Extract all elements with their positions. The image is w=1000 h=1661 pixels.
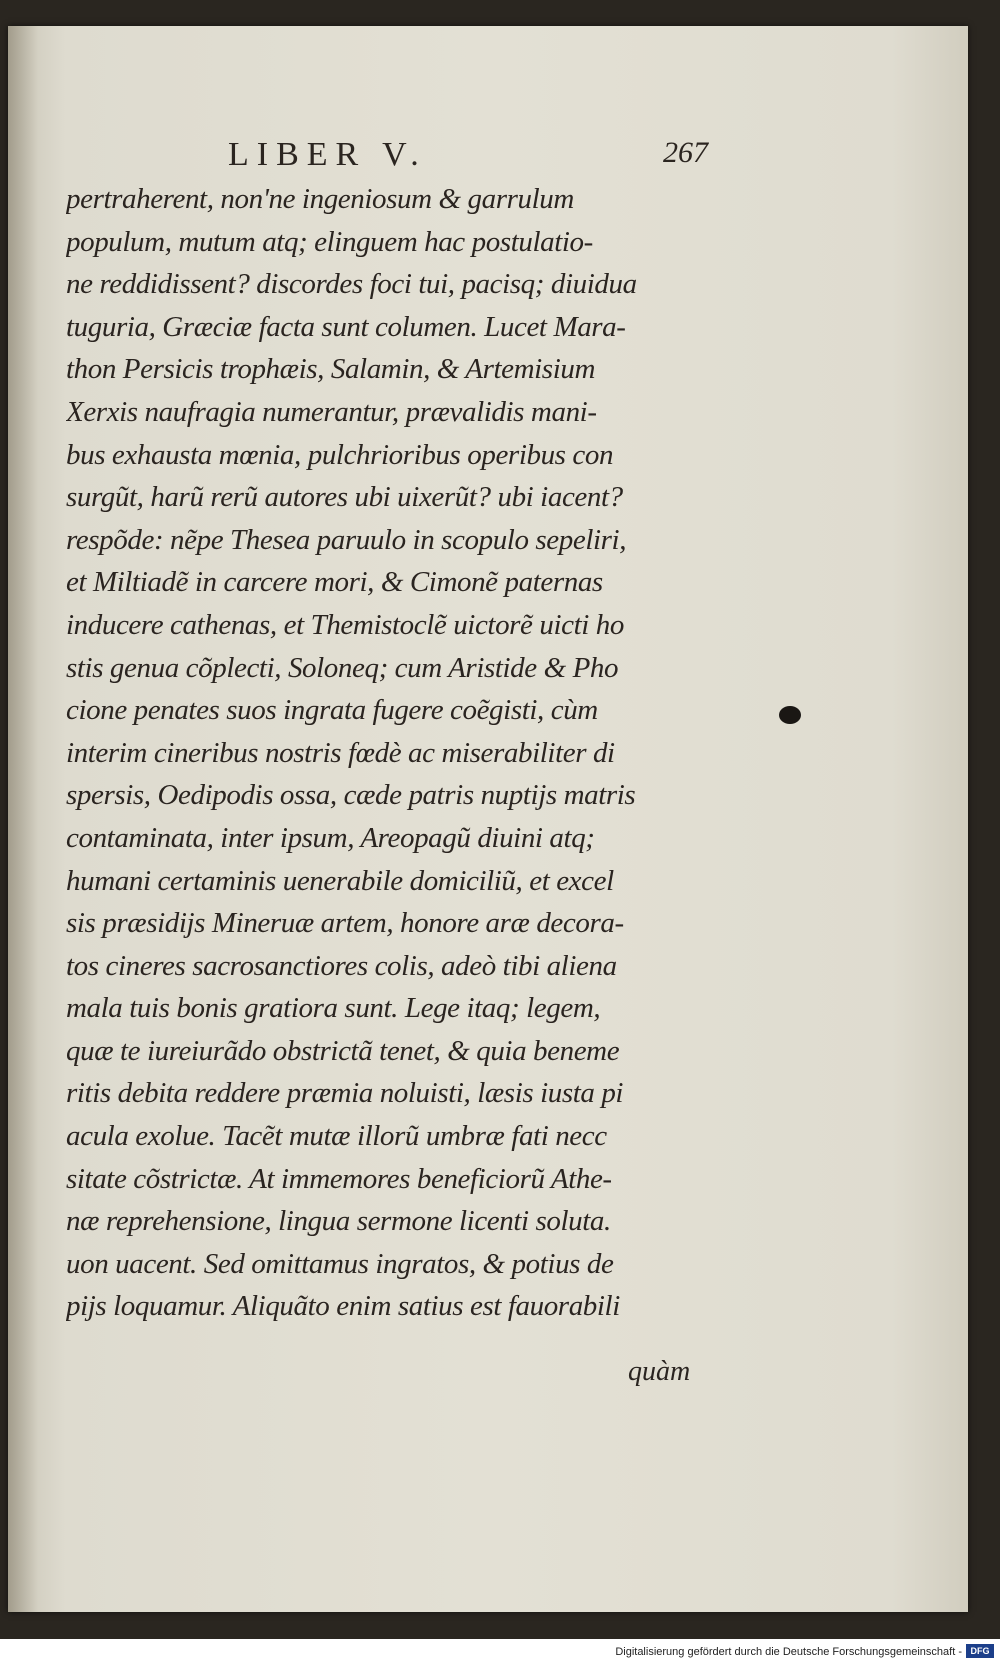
text-line: stis genua cõplecti, Soloneq; cum Aristide & Pho	[66, 651, 619, 684]
text-line: quæ te iureiurãdo obstrictã tenet, & quia beneme	[66, 1034, 620, 1067]
catchword: quàm	[628, 1356, 691, 1387]
text-line: respõde: nẽpe Thesea paruulo in scopulo sepeliri,	[66, 523, 627, 556]
text-line: spersis, Oedipodis ossa, cæde patris nuptijs matris	[66, 779, 636, 812]
text-line: surgũt, harũ rerũ autores ubi uixerũt? ubi iacent?	[66, 481, 623, 514]
page-number: 267	[663, 136, 708, 169]
text-line: næ reprehensione, lingua sermone licenti soluta.	[66, 1205, 611, 1238]
dfg-logo: DFG	[966, 1644, 994, 1658]
running-head	[68, 136, 708, 180]
text-line: contaminata, inter ipsum, Areopagũ diuini atq;	[66, 821, 595, 854]
ink-blot	[779, 706, 801, 724]
book-page	[8, 26, 968, 1612]
text-line: thon Persicis trophæis, Salamin, & Artemisium	[66, 353, 595, 386]
text-line: inducere cathenas, et Themistoclẽ uictorẽ uicti ho	[66, 608, 624, 641]
text-line: et Miltiadẽ in carcere mori, & Cimonẽ paternas	[66, 566, 603, 599]
text-line: ne reddidissent? discordes foci tui, pacisq; diuidua	[66, 268, 637, 301]
text-line: sitate cõstrictæ. At immemores beneficiorũ Athe-	[66, 1162, 612, 1195]
body-text	[66, 178, 711, 1328]
page-gutter-shadow	[8, 26, 38, 1612]
text-line: sis præsidijs Mineruæ artem, honore aræ decora-	[66, 907, 624, 940]
running-head-title: LIBER V.	[228, 136, 427, 173]
text-line: humani certaminis uenerabile domiciliũ, et excel	[66, 864, 614, 897]
text-line: bus exhausta mœnia, pulchrioribus operibus con	[66, 438, 614, 471]
text-line: uon uacent. Sed omittamus ingratos, & potius de	[66, 1247, 614, 1280]
text-line: tos cineres sacrosanctiores colis, adeò tibi aliena	[66, 949, 617, 982]
text-line: pertraherent, non'ne ingeniosum & garrulum	[66, 183, 574, 215]
text-line: interim cineribus nostris fœdè ac miserabiliter di	[66, 736, 615, 769]
text-line: pijs loquamur. Aliquãto enim satius est fauorabili	[66, 1290, 620, 1323]
text-line: Xerxis naufragia numerantur, prævalidis mani-	[66, 395, 597, 428]
digitization-footer	[0, 1639, 1000, 1661]
text-line: populum, mutum atq; elinguem hac postulatio-	[66, 225, 593, 258]
footer-credit: Digitalisierung gefördert durch die Deutsche Forschungsgemeinschaft -	[615, 1646, 962, 1658]
text-line: mala tuis bonis gratiora sunt. Lege itaq; legem,	[66, 992, 601, 1025]
text-line: acula exolue. Tacẽt mutæ illorũ umbræ fati necc	[66, 1120, 607, 1153]
text-line: tuguria, Græciæ facta sunt columen. Lucet Mara-	[66, 310, 626, 343]
text-line: cione penates suos ingrata fugere coẽgisti, cùm	[66, 694, 598, 727]
text-line: ritis debita reddere præmia noluisti, læsis iusta pi	[66, 1077, 624, 1110]
